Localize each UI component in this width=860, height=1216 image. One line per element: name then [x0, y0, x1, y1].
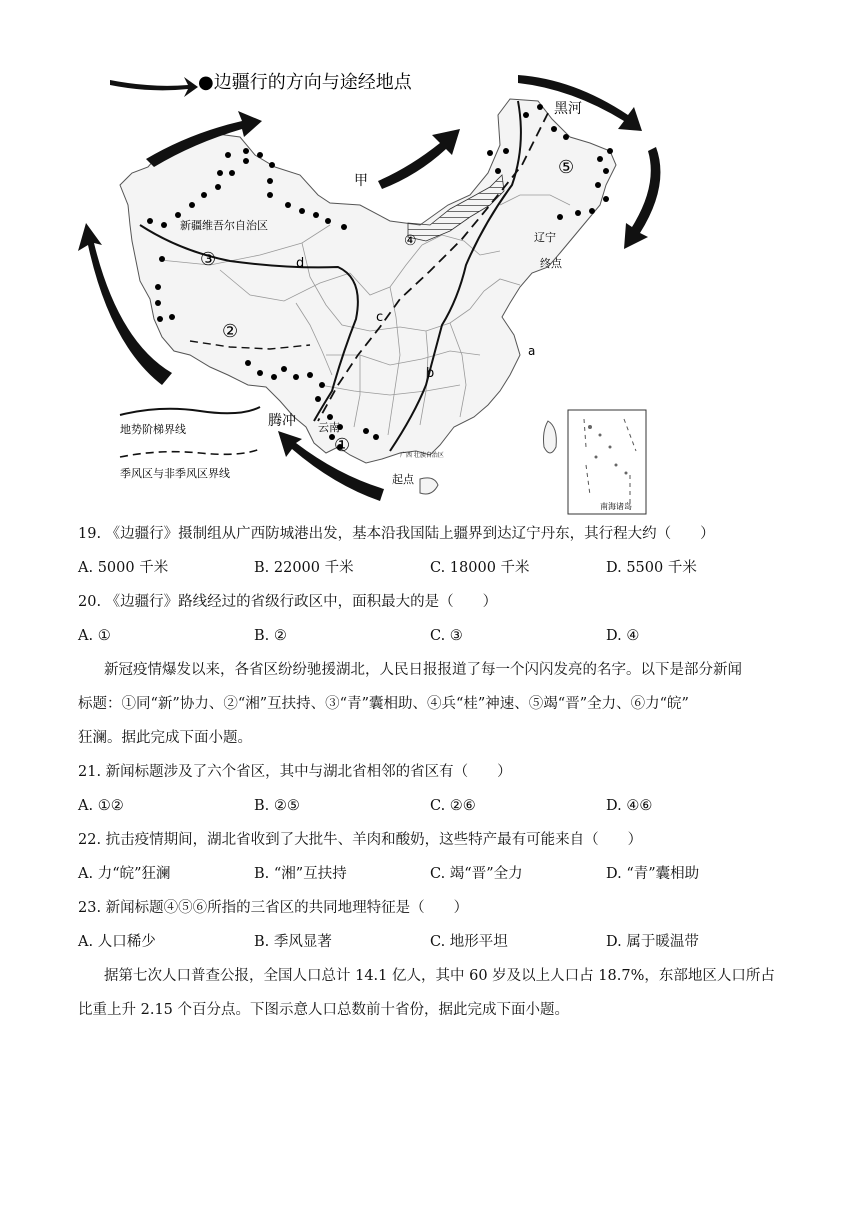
option-c[interactable]: C. 竭“晋”全力 [430, 866, 523, 882]
option-a[interactable]: A. ① [78, 628, 111, 644]
label-south-sea: 南海诸岛 [600, 502, 632, 511]
option-a[interactable]: A. 力“皖”狂澜 [78, 866, 171, 882]
question-21 [78, 762, 512, 782]
option-c[interactable]: C. 18000 千米 [430, 560, 530, 576]
label-d: d [296, 256, 305, 271]
label-yunnan: 云南 [318, 421, 340, 434]
passage-2-line-2: 比重上升 2.15 个百分点。下图示意人口总数前十省份，据此完成下面小题。 [78, 1002, 570, 1018]
passage-1-line-1: 新冠疫情爆发以来，各省区纷纷驰援湖北，人民日报报道了每一个闪闪发亮的名字。以下是部分新闻 [104, 662, 742, 678]
legend-monsoon-label: 季风区与非季风区界线 [120, 467, 230, 480]
option-d[interactable]: D. ④ [606, 628, 640, 644]
label-end: 终点 [540, 257, 562, 270]
question-text: 新闻标题④⑤⑥所指的三省区的共同地理特征是（ ） [105, 900, 469, 916]
question-number: 22. [78, 832, 102, 848]
label-tengchong: 腾冲 [268, 413, 296, 429]
arrow-east-icon [624, 147, 660, 249]
label-circle-1: ① [334, 435, 351, 456]
option-b[interactable]: B. “湘”互扶持 [254, 866, 347, 882]
label-a: a [528, 344, 536, 358]
label-start: 起点 [392, 473, 414, 486]
legend-step-label: 地势阶梯界线 [120, 423, 186, 436]
south-sea-inset [568, 410, 646, 514]
taiwan-island [544, 421, 557, 453]
label-liaoning: 辽宁 [534, 231, 556, 244]
option-d[interactable]: D. ④⑥ [606, 798, 653, 814]
option-c[interactable]: C. ②⑥ [430, 798, 476, 814]
option-c[interactable]: C. 地形平坦 [430, 934, 508, 950]
question-number: 19. [78, 526, 102, 542]
question-19 [78, 524, 715, 544]
legend-dashed-line [120, 449, 260, 457]
hainan-island [420, 478, 438, 494]
label-circle-2: ② [222, 321, 239, 342]
legend-solid-line [120, 407, 260, 415]
question-text: 《边疆行》摄制组从广西防城港出发，基本沿我国陆上疆界到达辽宁丹东，其行程大约（ ） [105, 526, 715, 542]
question-text: 抗击疫情期间，湖北省收到了大批牛、羊肉和酸奶，这些特产最有可能来自（ ） [105, 832, 643, 848]
option-a[interactable]: A. ①② [78, 798, 124, 814]
question-text: 《边疆行》路线经过的省级行政区中，面积最大的是（ ） [105, 594, 498, 610]
option-a[interactable]: A. 人口稀少 [78, 934, 156, 950]
label-xinjiang: 新疆维吾尔自治区 [180, 219, 268, 232]
label-circle-5: ⑤ [558, 157, 575, 178]
option-b[interactable]: B. ② [254, 628, 287, 644]
label-c: c [376, 310, 384, 325]
label-circle-3: ③ [200, 249, 217, 270]
label-circle-4: ④ [404, 233, 417, 249]
passage-1-line-2: 标题：①同“新”协力、②“湘”互扶持、③“青”囊相助、④兵“桂”神速、⑤竭“晋”全力、⑥力“皖” [78, 696, 689, 712]
label-heihe: 黑河 [554, 101, 582, 117]
option-d[interactable]: D. “青”囊相助 [606, 866, 700, 882]
question-number: 23. [78, 900, 102, 916]
question-text: 新闻标题涉及了六个省区，其中与湖北省相邻的省区有（ ） [105, 764, 512, 780]
china-border-tour-map [70, 55, 670, 525]
passage-2-line-1: 据第七次人口普查公报，全国人口总计 14.1 亿人，其中 60 岁及以上人口占 18.7%，东部地区人口所占 [104, 968, 775, 984]
china-outline [120, 99, 616, 463]
option-c[interactable]: C. ③ [430, 628, 463, 644]
arrow-jia-icon [378, 129, 460, 189]
option-b[interactable]: B. ②⑤ [254, 798, 300, 814]
label-b: b [426, 366, 435, 381]
option-d[interactable]: D. 5500 千米 [606, 560, 697, 576]
map-title: ●边疆行的方向与途经地点 [198, 72, 412, 93]
label-jia: 甲 [354, 173, 368, 189]
title-arrow-icon [110, 77, 198, 97]
passage-1-line-3: 狂澜。据此完成下面小题。 [78, 730, 252, 746]
question-number: 21. [78, 764, 102, 780]
question-20 [78, 592, 497, 612]
option-b[interactable]: B. 季风显著 [254, 934, 332, 950]
label-guangxi: 广西 壮族自治区 [400, 452, 444, 459]
option-a[interactable]: A. 5000 千米 [78, 560, 169, 576]
question-23 [78, 898, 468, 918]
option-b[interactable]: B. 22000 千米 [254, 560, 354, 576]
question-22 [78, 830, 642, 850]
option-d[interactable]: D. 属于暖温带 [606, 934, 699, 950]
question-number: 20. [78, 594, 102, 610]
